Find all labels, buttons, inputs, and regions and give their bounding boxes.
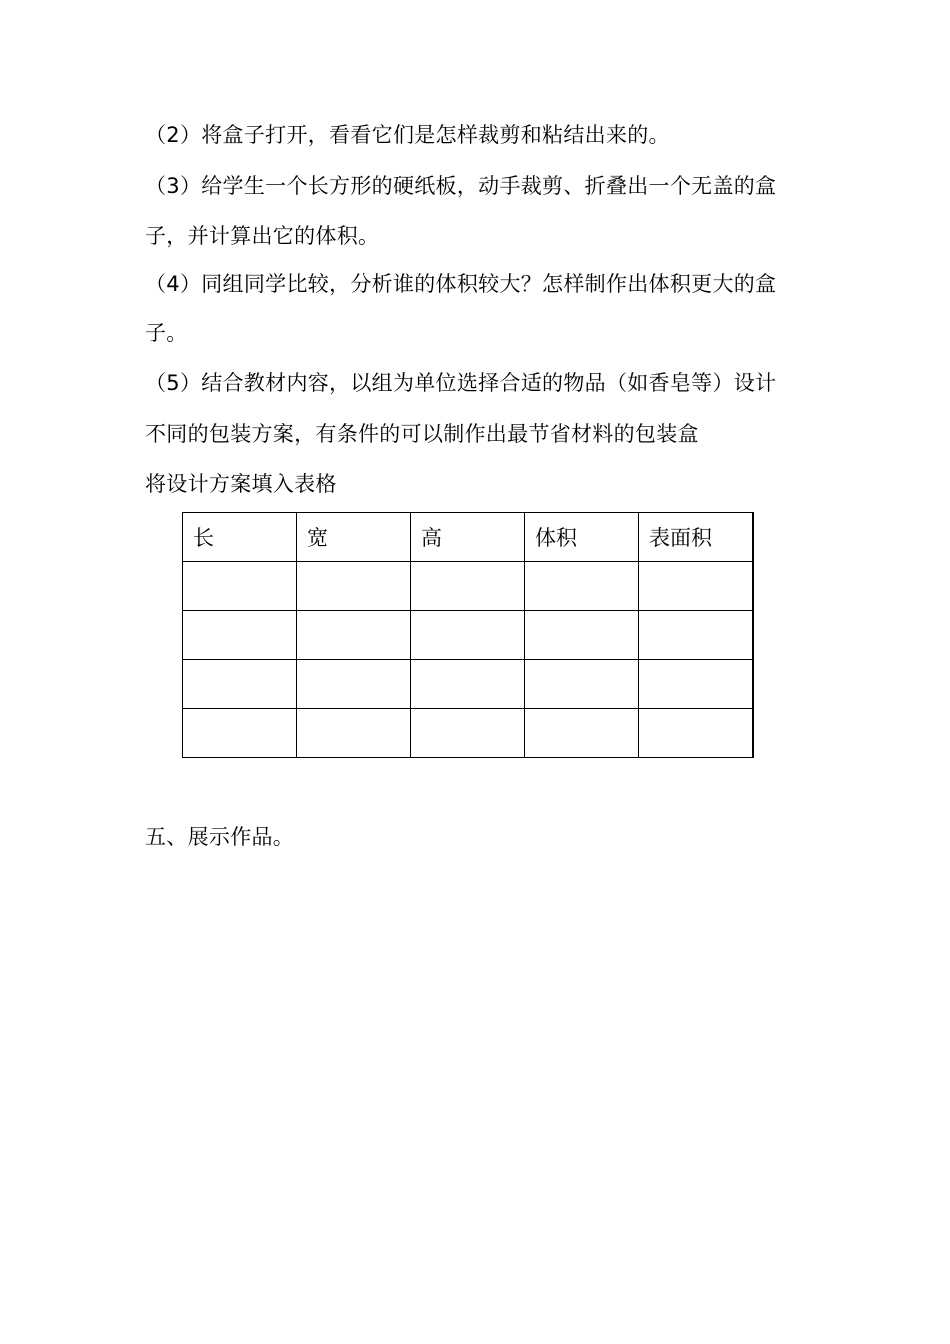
table-cell: [297, 709, 411, 758]
table-cell: [639, 562, 753, 611]
table-cell: [525, 611, 639, 660]
table-cell: [297, 660, 411, 709]
header-width: 宽: [297, 513, 411, 562]
table-cell: [411, 660, 525, 709]
table-cell: [525, 709, 639, 758]
table-cell: [639, 611, 753, 660]
paragraph-step-4-line-1: （4）同组同学比较，分析谁的体积较大？怎样制作出体积更大的盒: [145, 272, 777, 296]
header-volume: 体积: [525, 513, 639, 562]
table-cell: [525, 562, 639, 611]
table-cell: [183, 709, 297, 758]
table-cell: [297, 562, 411, 611]
table-cell: [639, 660, 753, 709]
table-cell: [411, 562, 525, 611]
header-surface-area: 表面积: [639, 513, 753, 562]
header-length: 长: [183, 513, 297, 562]
header-height: 高: [411, 513, 525, 562]
table-row: [183, 562, 753, 611]
design-plan-table: [182, 512, 754, 758]
paragraph-step-3-line-1: （3）给学生一个长方形的硬纸板，动手裁剪、折叠出一个无盖的盒: [145, 174, 777, 198]
table-cell: [639, 709, 753, 758]
table-header-row: [183, 513, 753, 562]
table-row: [183, 709, 753, 758]
table-cell: [525, 660, 639, 709]
table-row: [183, 611, 753, 660]
table-cell: [183, 611, 297, 660]
paragraph-step-5-line-1: （5）结合教材内容，以组为单位选择合适的物品（如香皂等）设计: [145, 371, 777, 395]
section-5-heading: 五、展示作品。: [145, 825, 295, 849]
paragraph-step-2: （2）将盒子打开，看看它们是怎样裁剪和粘结出来的。: [145, 123, 670, 147]
table-cell: [411, 611, 525, 660]
paragraph-step-4-line-2: 子。: [145, 321, 188, 345]
paragraph-step-3-line-2: 子，并计算出它的体积。: [145, 224, 380, 248]
table-intro: 将设计方案填入表格: [145, 472, 337, 496]
table-cell: [411, 709, 525, 758]
paragraph-step-5-line-2: 不同的包装方案，有条件的可以制作出最节省材料的包装盒: [145, 422, 699, 446]
table-row: [183, 660, 753, 709]
table-cell: [183, 660, 297, 709]
table-cell: [183, 562, 297, 611]
table-cell: [297, 611, 411, 660]
